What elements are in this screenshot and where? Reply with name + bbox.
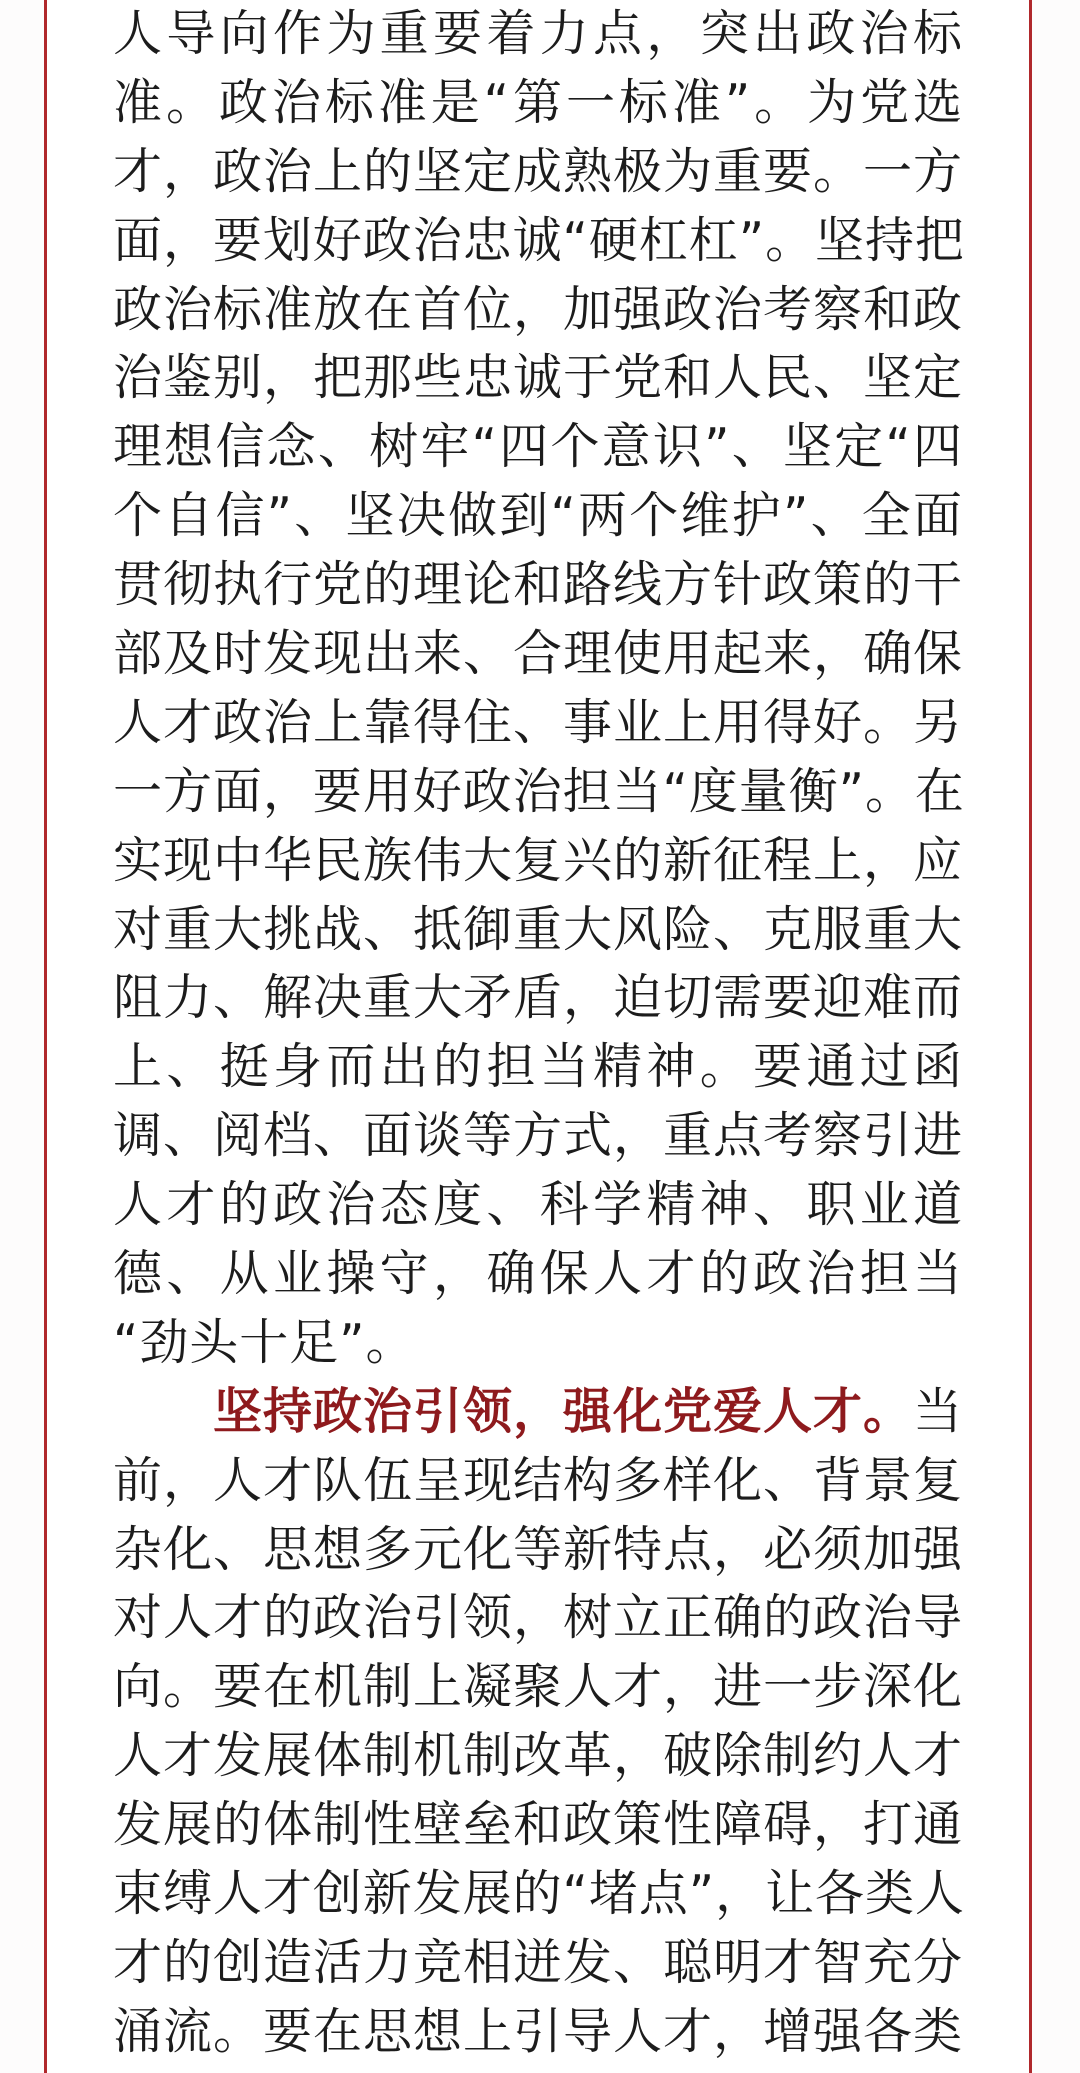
text-line: 束缚人才创新发展的“堵点”，让各类人 [113, 1865, 965, 1923]
paragraph-political-standard [113, 0, 963, 1378]
text-line: 面，要划好政治忠诚“硬杠杠”。坚持把 [113, 211, 965, 269]
text-line: 上、挺身而出的担当精神。要通过函 [113, 1038, 963, 1096]
text-line: 实现中华民族伟大复兴的新征程上，应 [113, 831, 963, 889]
text-line: 德、从业操守，确保人才的政治担当 [113, 1245, 963, 1303]
text-line: 对人才的政治引领，树立正确的政治导 [113, 1589, 963, 1647]
text-line: 治鉴别，把那些忠诚于党和人民、坚定 [113, 349, 963, 407]
text-line: 向。要在机制上凝聚人才，进一步深化 [113, 1658, 963, 1716]
text-line: 理想信念、树牢“四个意识”、坚定“四 [113, 418, 963, 476]
text-line: 调、阅档、面谈等方式，重点考察引进 [113, 1107, 963, 1165]
text-line: 前，人才队伍呈现结构多样化、背景复 [113, 1451, 963, 1509]
text-line: “劲头十足”。 [113, 1313, 416, 1371]
text-line: 发展的体制性壁垒和政策性障碍，打通 [113, 1796, 963, 1854]
text-fragment: 当 [913, 1382, 963, 1440]
text-line: 政治标准放在首位，加强政治考察和政 [113, 280, 963, 338]
text-line: 才，政治上的坚定成熟极为重要。一方 [113, 142, 963, 200]
text-line: 部及时发现出来、合理使用起来，确保 [113, 625, 963, 683]
text-line: 贯彻执行党的理论和路线方针政策的干 [113, 556, 963, 614]
section-heading: 坚持政治引领，强化党爱人才。 [213, 1382, 914, 1440]
text-line: 阻力、解决重大矛盾，迫切需要迎难而 [113, 969, 963, 1027]
text-line: 杂化、思想多元化等新特点，必须加强 [113, 1520, 963, 1578]
text-line: 对重大挑战、抵御重大风险、克服重大 [113, 900, 963, 958]
text-line: 涌流。要在思想上引导人才，增强各类 [113, 2002, 963, 2060]
paragraph-political-guidance [113, 1378, 963, 2067]
text-line: 准。政治标准是“第一标准”。为党选 [113, 73, 963, 131]
text-line: 人才政治上靠得住、事业上用得好。另 [113, 693, 963, 751]
text-line: 才的创造活力竞相迸发、聪明才智充分 [113, 1933, 963, 1991]
text-line: 人才发展体制机制改革，破除制约人才 [113, 1727, 963, 1785]
text-line: 个自信”、坚决做到“两个维护”、全面 [113, 487, 963, 545]
text-line: 人导向作为重要着力点，突出政治标 [113, 5, 963, 62]
article-body [113, 0, 963, 2067]
lead-line [113, 1378, 963, 1447]
text-line: 人才的政治态度、科学精神、职业道 [113, 1176, 963, 1234]
text-line: 一方面，要用好政治担当“度量衡”。在 [113, 762, 965, 820]
